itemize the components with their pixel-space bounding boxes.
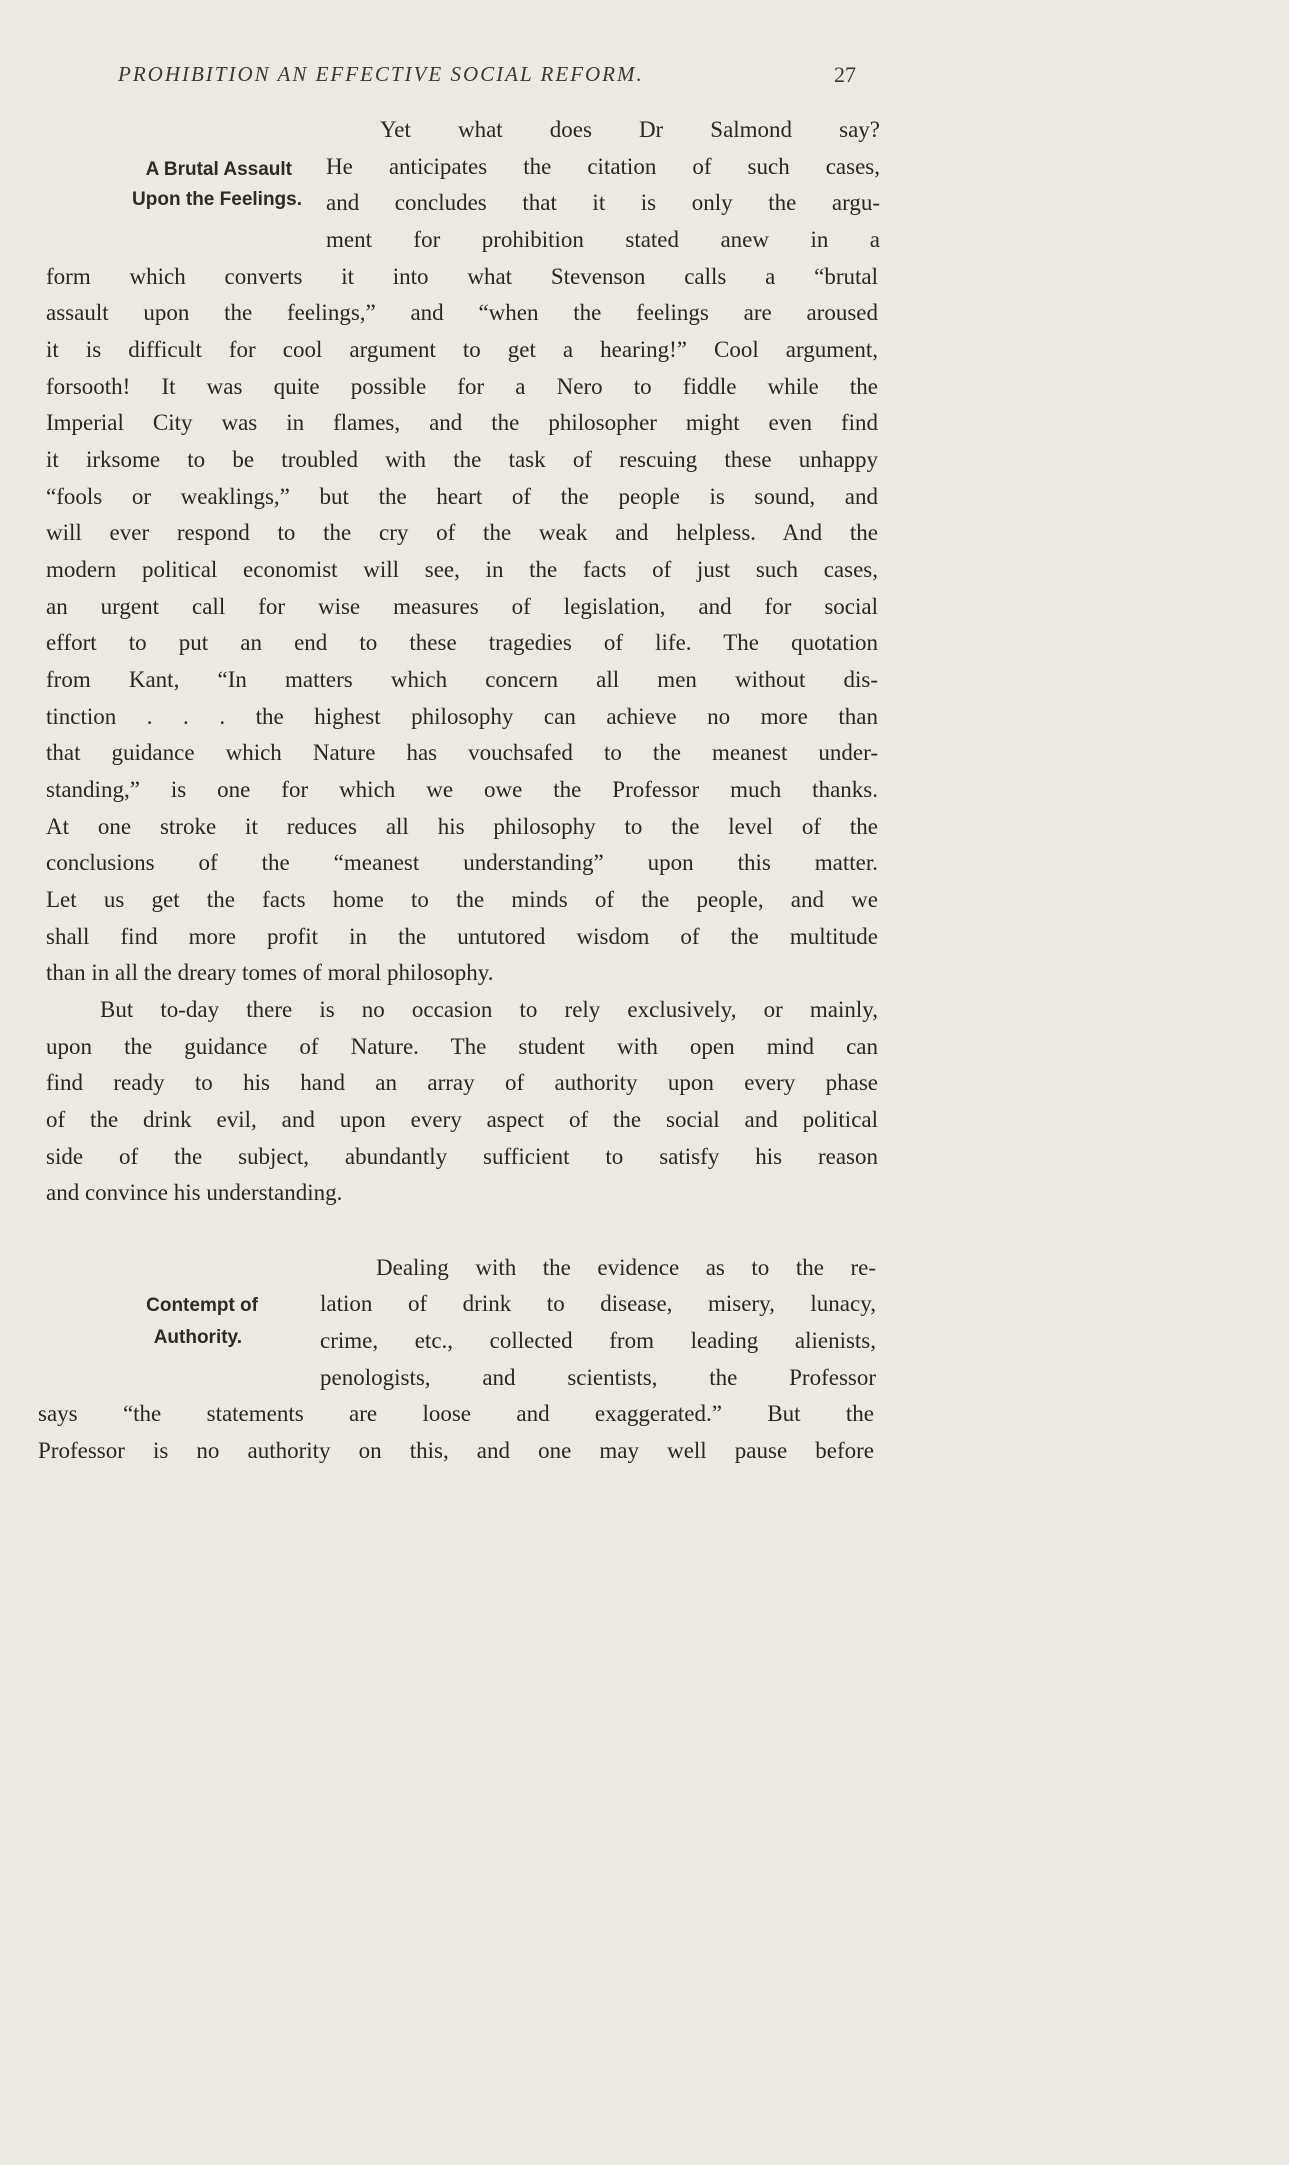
- body-line: Professor is no authority on this, and one may well pause before: [38, 1438, 874, 1463]
- body-line: upon the guidance of Nature. The student with open mind can: [46, 1034, 878, 1059]
- body-line: penologists, and scientists, the Professor: [320, 1365, 876, 1390]
- body-line: side of the subject, abundantly sufficient to satisfy his reason: [46, 1144, 878, 1169]
- body-line: lation of drink to disease, misery, lunacy,: [320, 1291, 876, 1316]
- body-line: find ready to his hand an array of authority upon every phase: [46, 1070, 878, 1095]
- body-line: crime, etc., collected from leading alienists,: [320, 1328, 876, 1353]
- body-line: says “the statements are loose and exaggerated.” But the: [38, 1401, 874, 1426]
- body-line: Let us get the facts home to the minds of the people, and we: [46, 887, 878, 912]
- body-line: conclusions of the “meanest understanding” upon this matter.: [46, 850, 878, 875]
- body-line: standing,” is one for which we owe the Professor much thanks.: [46, 777, 878, 802]
- body-line: Yet what does Dr Salmond say?: [380, 117, 880, 142]
- body-line: effort to put an end to these tragedies of life. The quotation: [46, 630, 878, 655]
- body-line: and concludes that it is only the argu-: [326, 190, 880, 215]
- body-line: assault upon the feelings,” and “when the feelings are aroused: [46, 300, 878, 325]
- body-line: it is difficult for cool argument to get a hearing!” Cool argument,: [46, 337, 878, 362]
- body-line: from Kant, “In matters which concern all men without dis-: [46, 667, 878, 692]
- body-line: “fools or weaklings,” but the heart of the people is sound, and: [46, 484, 878, 509]
- body-line: Imperial City was in flames, and the philosopher might even find: [46, 410, 878, 435]
- running-title: PROHIBITION AN EFFECTIVE SOCIAL REFORM.: [118, 62, 644, 86]
- body-line: will ever respond to the cry of the weak and helpless. And the: [46, 520, 878, 545]
- sidenote-brutal-assault-line-1: A Brutal Assault: [145, 159, 292, 180]
- sidenote-contempt-line-2: Authority.: [153, 1327, 242, 1348]
- page-number: 27: [834, 62, 856, 87]
- body-line: an urgent call for wise measures of legislation, and for social: [46, 594, 878, 619]
- body-line: than in all the dreary tomes of moral philosophy.: [46, 960, 494, 985]
- body-line: it irksome to be troubled with the task of rescuing these unhappy: [46, 447, 878, 472]
- sidenote-contempt-line-1: Contempt of: [146, 1295, 258, 1316]
- body-line: But to-day there is no occasion to rely exclusively, or mainly,: [100, 997, 878, 1022]
- body-line: and convince his understanding.: [46, 1180, 343, 1205]
- sidenote-brutal-assault-line-2: Upon the Feelings.: [132, 189, 302, 210]
- body-line: He anticipates the citation of such cases,: [326, 154, 880, 179]
- body-line: Dealing with the evidence as to the re-: [376, 1255, 876, 1280]
- body-line: tinction . . . the highest philosophy can achieve no more than: [46, 704, 878, 729]
- body-line: At one stroke it reduces all his philosophy to the level of the: [46, 814, 878, 839]
- body-line: ment for prohibition stated anew in a: [326, 227, 880, 252]
- body-line: of the drink evil, and upon every aspect of the social and political: [46, 1107, 878, 1132]
- body-line: modern political economist will see, in the facts of just such cases,: [46, 557, 878, 582]
- body-line: forsooth! It was quite possible for a Nero to fiddle while the: [46, 374, 878, 399]
- body-line: shall find more profit in the untutored wisdom of the multitude: [46, 924, 878, 949]
- body-line: that guidance which Nature has vouchsafed to the meanest under-: [46, 740, 878, 765]
- body-line: form which converts it into what Stevenson calls a “brutal: [46, 264, 878, 289]
